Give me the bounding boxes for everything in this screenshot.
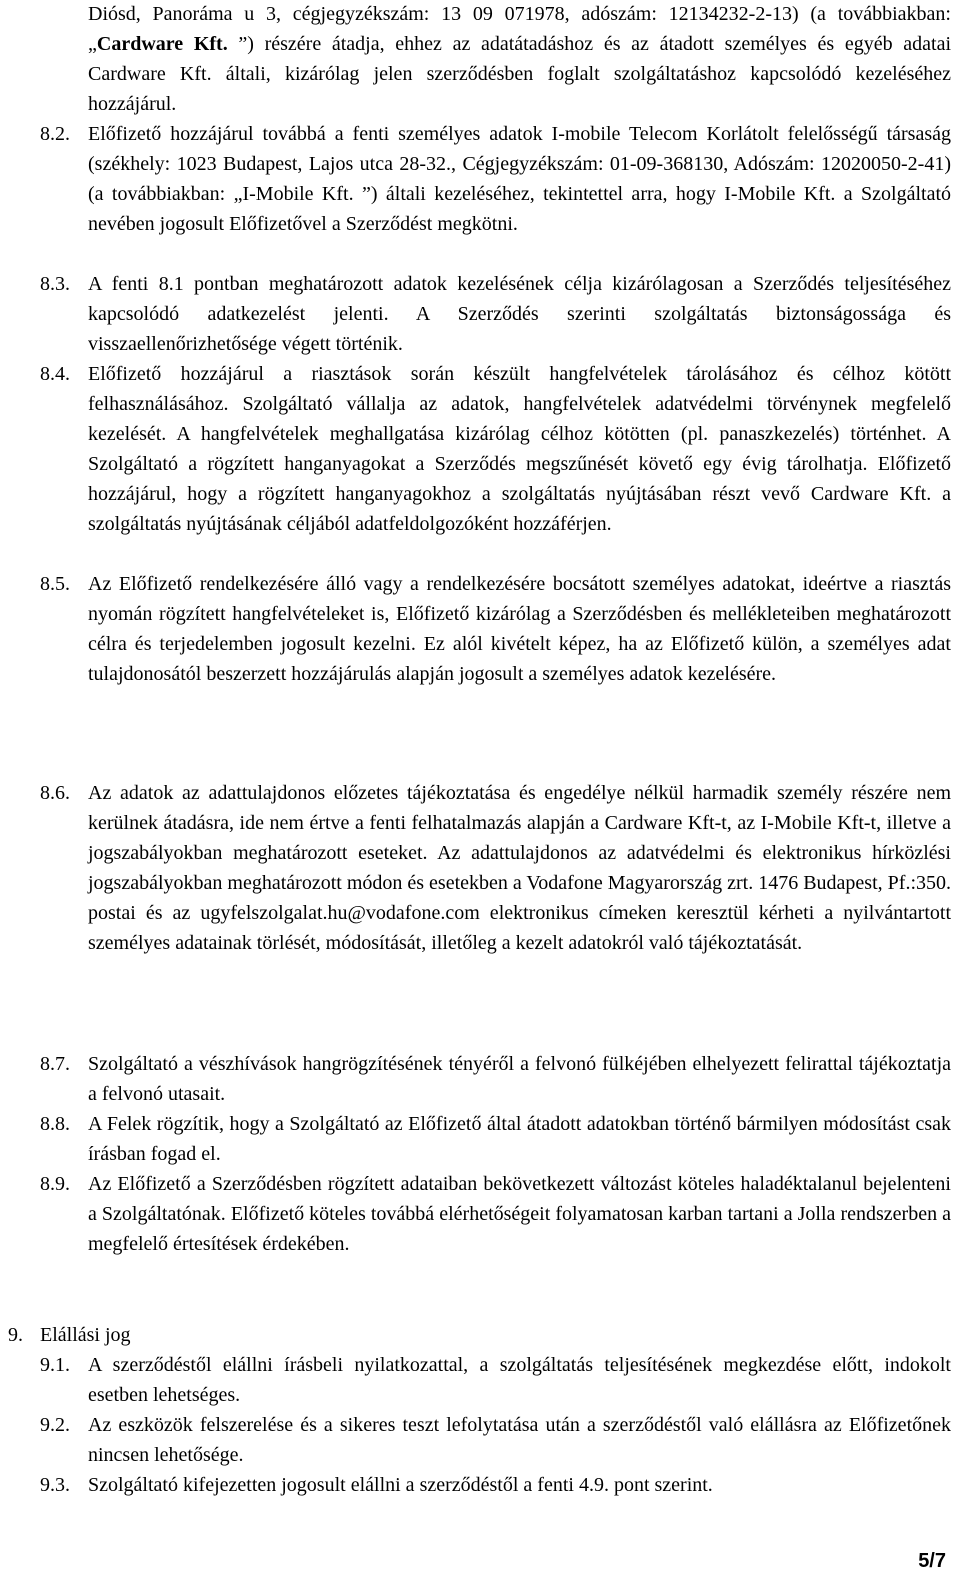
- clause-8-4: [40, 359, 951, 539]
- section-number: 9.: [8, 1324, 23, 1346]
- clause-number: 8.2.: [40, 123, 70, 145]
- clause-8-9: [40, 1169, 951, 1259]
- clause-text: Előfizető hozzájárul a riasztások során készült hangfelvételek tárolásához és célhoz kötött felhasználásához. Szolgáltató vállalja az adatok, hangfelvételek adatvédelmi törvénynek megfelelő kezelését. A hangfelvételek meghallgatása kizárólag célhoz kötötten (pl. panaszkezelés) történhet. A Szolgáltató a rögzített hanganyagokat a Szerződés megszűnését követő egy évig tárolhatja. Előfizető hozzájárul, hogy a rögzített hanganyagokhoz a szolgáltatás nyújtásában részt vevő Cardware Kft. a szolgáltatás nyújtásának céljából adatfeldolgozóként hozzáférjen.: [88, 363, 951, 535]
- clause-text: Az adatok az adattulajdonos előzetes tájékoztatása és engedélye nélkül harmadik személy részére nem kerülnek átadásra, ide nem értve a fenti felhatalmazás alapján a Cardware Kft-t, az I-Mobile Kft-t, illetve a jogszabályokban meghatározott eseteket. Az adattulajdonos az adatvédelmi és elektronikus hírközlési jogszabályokban meghatározott módon és esetekben a Vodafone Magyarország zrt. 1476 Budapest, Pf.:350. postai és az ugyfelszolgalat.hu@vodafone.com elektronikus címeken keresztül kérheti a nyilvántartott személyes adatainak törlését, módosítását, illetőleg a kezelt adatokról való tájékoztatását.: [88, 782, 951, 954]
- clause-text: Az Előfizető rendelkezésére álló vagy a rendelkezésére bocsátott személyes adatokat, ideértve a riasztás nyomán rögzített hangfelvételeket is, Előfizető kizárólag a Szerződésben és mellékleteiben meghatározott célra és terjedelemben jogosult kezelni. Ez alól kivételt képez, ha az Előfizető külön, a személyes adat tulajdonosától beszerzett hozzájárulás alapján jogosult a személyes adatok kezelésére.: [88, 573, 951, 685]
- clause-text: Szolgáltató kifejezetten jogosult elállni a szerződéstől a fenti 4.9. pont szerint.: [88, 1474, 713, 1496]
- clause-number: 9.1.: [40, 1354, 70, 1376]
- clause-8-3: [40, 269, 951, 359]
- clause-8-7: [40, 1049, 951, 1109]
- clause-number: 9.2.: [40, 1414, 70, 1436]
- clause-text: A fenti 8.1 pontban meghatározott adatok kezelésének célja kizárólagosan a Szerződés teljesítéséhez kapcsolódó adatkezelést jelenti. A Szerződés szerinti szolgáltatás biztonságossága és visszaellenőrizhetősége végett történik.: [88, 273, 951, 355]
- clause-number: 8.5.: [40, 573, 70, 595]
- clause-number: 8.8.: [40, 1113, 70, 1135]
- intro-text-start: Diósd, Panoráma u 3, cégjegyzékszám: 13 09 071978, adószám: 12134232-2-13) (a továbbiakban: „: [88, 3, 951, 55]
- clause-text: Az eszközök felszerelése és a sikeres teszt lefolytatása után a szerződéstől való elállásra az Előfizetőnek nincsen lehetősége.: [88, 1414, 951, 1466]
- clause-9-3: [40, 1470, 951, 1500]
- clause-number: 8.7.: [40, 1053, 70, 1075]
- clause-number: 8.9.: [40, 1173, 70, 1195]
- clause-8-2: [40, 119, 951, 239]
- clause-9-1: [40, 1350, 951, 1410]
- clause-text: Előfizető hozzájárul továbbá a fenti személyes adatok I-mobile Telecom Korlátolt felelősségű társaság (székhely: 1023 Budapest, Lajos utca 28-32., Cégjegyzékszám: 01-09-368130, Adószám: 12020050-2-41) (a továbbiakban: „I-Mobile Kft. ”) általi kezeléséhez, tekintettel arra, hogy I-Mobile Kft. a Szolgáltató nevében jogosult Előfizetővel a Szerződést megkötni.: [88, 123, 951, 235]
- clause-8-8: [40, 1109, 951, 1169]
- clause-9-2: [40, 1410, 951, 1470]
- clause-text: Szolgáltató a vészhívások hangrögzítésének tényéről a felvonó fülkéjében elhelyezett felirattal tájékoztatja a felvonó utasait.: [88, 1053, 951, 1105]
- clause-number: 9.3.: [40, 1474, 70, 1496]
- clause-text: A szerződéstől elállni írásbeli nyilatkozattal, a szolgáltatás teljesítésének megkezdése előtt, indokolt esetben lehetséges.: [88, 1354, 951, 1406]
- section-title: Elállási jog: [40, 1324, 131, 1346]
- clause-8-6: [40, 778, 951, 958]
- clause-text: Az Előfizető a Szerződésben rögzített adataiban bekövetkezett változást köteles haladéktalanul bejelenteni a Szolgáltatónak. Előfizető köteles továbbá elérhetőségeit folyamatosan karban tartani a Jolla rendszerben a megfelelő értesítések érdekében.: [88, 1173, 951, 1255]
- intro-paragraph: [88, 0, 951, 119]
- clause-number: 8.4.: [40, 363, 70, 385]
- clause-text: A Felek rögzítik, hogy a Szolgáltató az Előfizető által átadott adatokban történő bármilyen módosítást csak írásban fogad el.: [88, 1113, 951, 1165]
- section-heading: [8, 1320, 308, 1350]
- intro-text-end: ”) részére átadja, ehhez az adatátadáshoz és az átadott személyes és egyéb adatai Cardware Kft. általi, kizárólag jelen szerződésben foglalt szolgáltatáshoz kapcsolódó kezeléséhez hozzájárul.: [88, 33, 951, 115]
- page-number: 5/7: [918, 1550, 946, 1572]
- clause-8-5: [40, 569, 951, 689]
- clause-number: 8.6.: [40, 782, 70, 804]
- company-name: Cardware Kft.: [96, 33, 228, 55]
- clause-number: 8.3.: [40, 273, 70, 295]
